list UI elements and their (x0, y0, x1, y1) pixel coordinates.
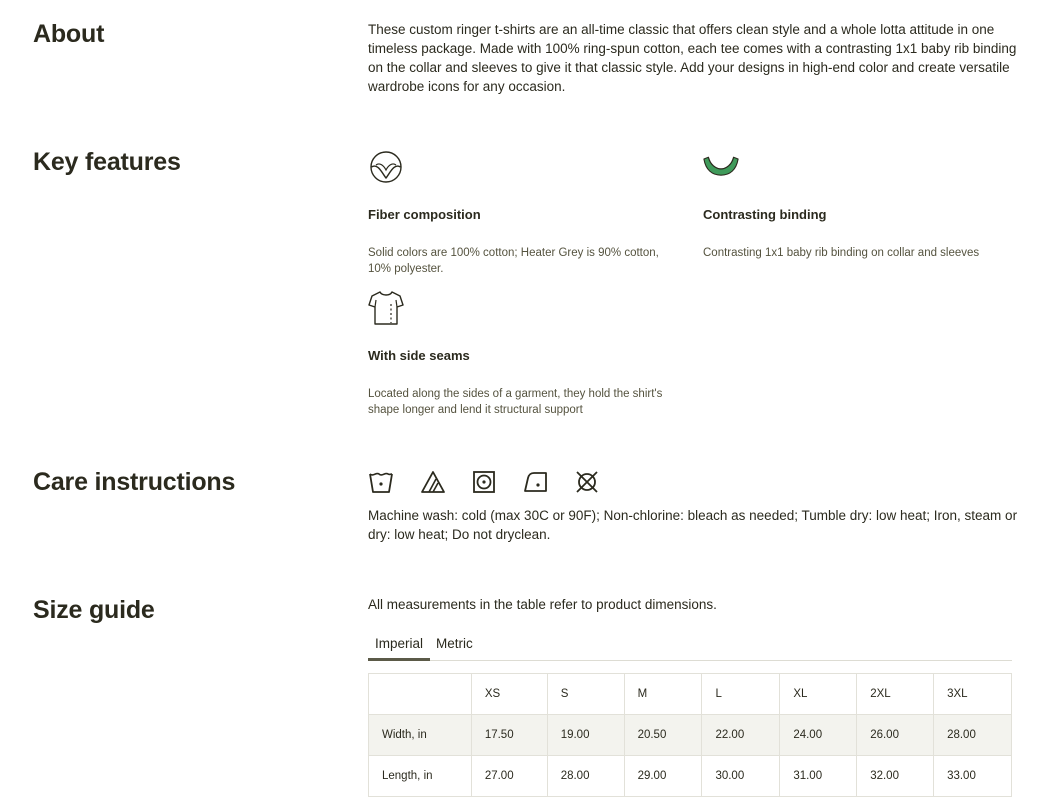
table-header-cell: L (702, 674, 780, 715)
table-cell: 29.00 (624, 756, 702, 797)
tab-metric[interactable]: Metric (436, 636, 473, 651)
feature-title: With side seams (368, 348, 470, 363)
table-header-cell: 3XL (934, 674, 1012, 715)
table-header-cell: M (624, 674, 702, 715)
feature-title: Contrasting binding (703, 207, 827, 222)
table-cell: 28.00 (547, 756, 624, 797)
key-features-title: Key features (33, 148, 181, 176)
table-cell: 31.00 (780, 756, 857, 797)
table-cell: 30.00 (702, 756, 780, 797)
table-row (369, 715, 1012, 756)
size-table (368, 673, 1012, 797)
table-cell: 26.00 (857, 715, 934, 756)
table-cell: 19.00 (547, 715, 624, 756)
table-header-cell: XS (471, 674, 547, 715)
table-header-cell: S (547, 674, 624, 715)
table-cell: 22.00 (702, 715, 780, 756)
table-cell: 27.00 (471, 756, 547, 797)
table-header-cell: XL (780, 674, 857, 715)
unit-tabs (368, 632, 1012, 661)
table-header-cell: 2XL (857, 674, 934, 715)
table-cell: 32.00 (857, 756, 934, 797)
table-row (369, 756, 1012, 797)
table-cell: 28.00 (934, 715, 1012, 756)
size-guide-title: Size guide (33, 596, 155, 624)
table-cell: 24.00 (780, 715, 857, 756)
feature-description: Solid colors are 100% cotton; Heater Grey is 90% cotton, 10% polyester. (368, 247, 659, 275)
table-cell: 20.50 (624, 715, 702, 756)
size-guide-note: All measurements in the table refer to product dimensions. (368, 597, 717, 612)
about-title: About (33, 20, 105, 48)
care-title: Care instructions (33, 468, 236, 496)
table-cell: 33.00 (934, 756, 1012, 797)
care-description: Machine wash: cold (max 30C or 90F); Non-chlorine: bleach as needed; Tumble dry: low heat; Iron, steam or dry: low heat; Do not dryclean. (368, 508, 1018, 542)
about-description: These custom ringer t-shirts are an all-time classic that offers clean style and a whole lotta attitude in one timeless package. Made with 100% ring-spun cotton, each tee comes with a contrasting 1x1 baby rib binding on the collar and sleeves to give it that classic style. Add your designs in high-end color and create versatile wardrobe icons for any occasion. (368, 22, 1017, 94)
table-header-cell (369, 674, 472, 715)
row-label: Width, in (369, 715, 472, 756)
feature-title: Fiber composition (368, 207, 481, 222)
row-label: Length, in (369, 756, 472, 797)
table-cell: 17.50 (471, 715, 547, 756)
active-tab-indicator (368, 658, 430, 661)
feature-description: Contrasting 1x1 baby rib binding on collar and sleeves (703, 247, 980, 259)
feature-description: Located along the sides of a garment, they hold the shirt's shape longer and lend it structural support (368, 388, 663, 416)
tab-imperial[interactable]: Imperial (375, 636, 424, 651)
table-header-row (369, 674, 1012, 715)
